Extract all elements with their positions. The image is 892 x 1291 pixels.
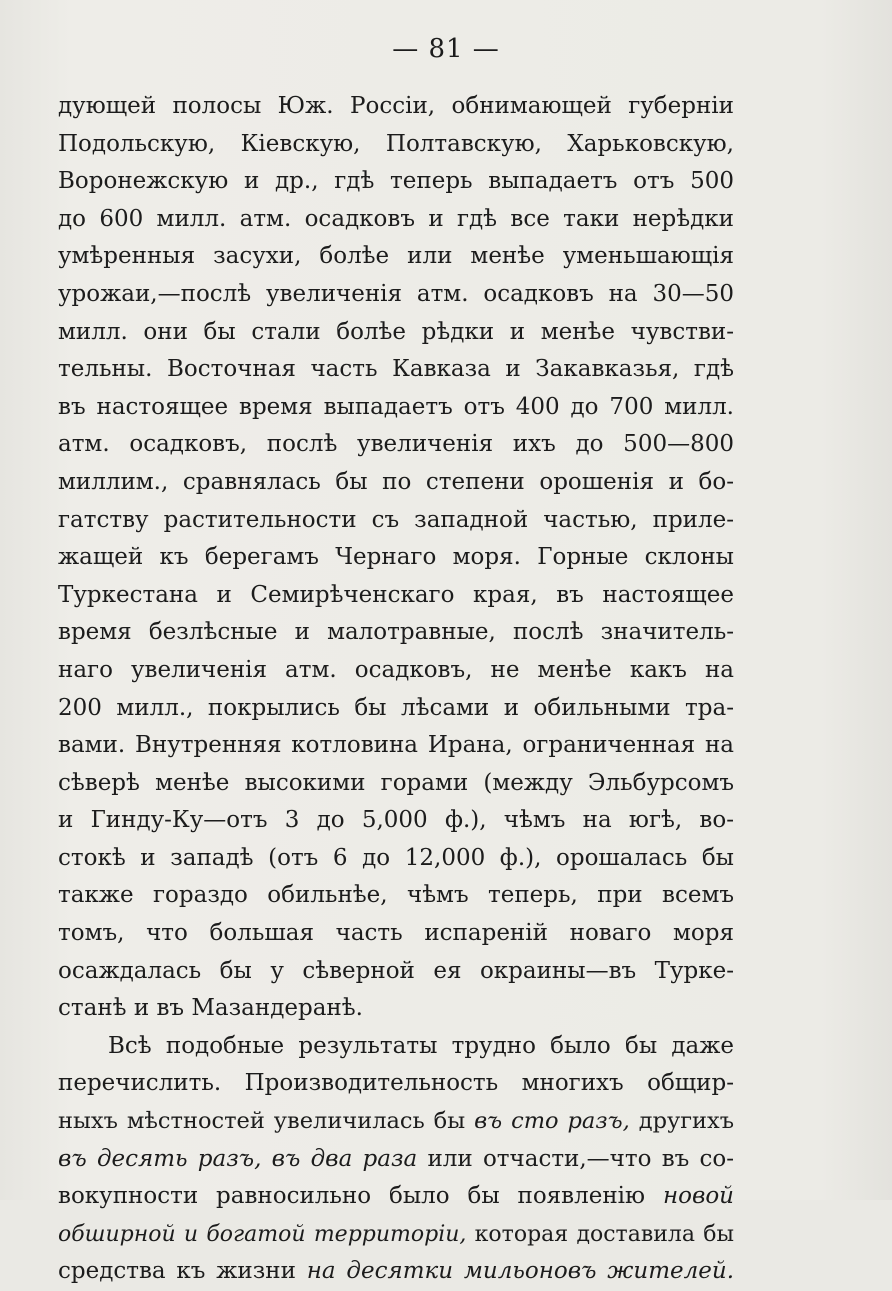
text-line: вами. Внутренняя котловина Ирана, ограниченная на <box>58 732 734 759</box>
italic-run: въ десять разъ, въ два раза <box>58 1145 418 1172</box>
text-line: гатству растительности съ западной частью, приле- <box>58 506 734 533</box>
text-line: время безлѣсные и малотравные, послѣ значитель- <box>58 619 734 646</box>
text-line <box>58 1216 734 1254</box>
text-run: вокупности равносильно было бы появленію <box>58 1183 663 1210</box>
text-line <box>58 1178 734 1216</box>
italic-run: новой <box>662 1183 734 1210</box>
text-run: ныхъ мѣстностей увеличилась бы <box>58 1108 475 1135</box>
text-line <box>58 1141 734 1179</box>
text-line: въ настоящее время выпадаетъ отъ 400 до 700 милл. <box>58 393 734 420</box>
paragraph-end-line: станѣ и въ Мазандеранѣ. <box>58 995 363 1022</box>
text-line: сѣверѣ менѣе высокими горами (между Эльбурсомъ <box>58 769 734 796</box>
italic-run: обширной и богатой территоріи, <box>58 1221 467 1247</box>
italic-run: на десятки мильоновъ жителей. <box>306 1258 734 1285</box>
text-line: осаждалась бы у сѣверной ея окраины—въ Турке- <box>58 957 734 984</box>
text-line <box>58 1253 734 1291</box>
text-line: урожаи,—послѣ увеличенія атм. осадковъ на 30—50 <box>58 280 734 307</box>
text-line: миллим., сравнялась бы по степени орошенія и бо- <box>58 468 734 495</box>
text-line: жащей къ берегамъ Чернаго моря. Горные склоны <box>58 544 734 571</box>
text-line: перечислить. Производительность многихъ общир- <box>58 1070 734 1097</box>
text-line: милл. они бы стали болѣе рѣдки и менѣе чувстви- <box>58 318 734 345</box>
text-run: или отчасти,—что въ со- <box>417 1145 735 1172</box>
text-line: томъ, что большая часть испареній новаго моря <box>58 920 734 947</box>
text-line: дующей полосы Юж. Россіи, обнимающей губерніи <box>58 93 734 119</box>
paragraph-start-line: Всѣ подобные результаты трудно было бы даже <box>108 1032 734 1059</box>
text-run: средства къ жизни <box>58 1258 307 1285</box>
text-line: и Гинду-Ку—отъ 3 до 5,000 ф.), чѣмъ на югѣ, во- <box>58 807 734 834</box>
body-text <box>58 88 734 1291</box>
text-line: 200 милл., покрылись бы лѣсами и обильными тра- <box>58 694 734 721</box>
text-line: умѣренныя засухи, болѣе или менѣе уменьшающія <box>58 243 734 270</box>
text-line: Туркестана и Семирѣченскаго края, въ настоящее <box>58 581 734 608</box>
italic-run: въ сто разъ, <box>474 1108 630 1135</box>
text-line: Подольскую, Кіевскую, Полтавскую, Харьковскую, <box>58 130 734 157</box>
text-line: атм. осадковъ, послѣ увеличенія ихъ до 500—800 <box>58 431 734 458</box>
text-line: стокѣ и западѣ (отъ 6 до 12,000 ф.), орошалась бы <box>58 844 734 871</box>
text-line: Воронежскую и др., гдѣ теперь выпадаетъ отъ 500 <box>58 168 734 195</box>
text-line <box>58 1103 734 1141</box>
text-line: до 600 милл. атм. осадковъ и гдѣ все таки нерѣдки <box>58 205 734 232</box>
text-run: другихъ <box>629 1108 735 1135</box>
text-line: также гораздо обильнѣе, чѣмъ теперь, при всемъ <box>58 882 734 909</box>
text-run: которая доставила бы <box>466 1221 734 1247</box>
text-line: тельны. Восточная часть Кавказа и Закавказья, гдѣ <box>58 356 734 383</box>
text-line: наго увеличенія атм. осадковъ, не менѣе какъ на <box>58 656 734 683</box>
page-number: — 81 — <box>392 34 500 64</box>
